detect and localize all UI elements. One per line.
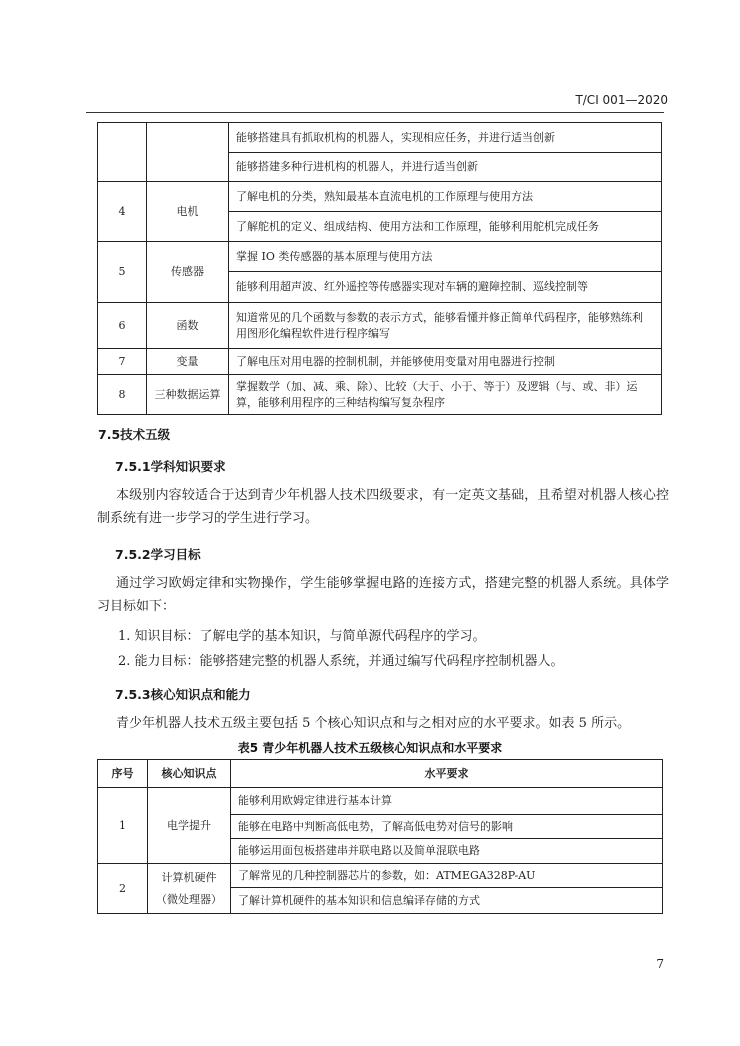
document-code: T/CI 001—2020: [575, 93, 668, 107]
row-topic: 变量: [147, 349, 229, 375]
paragraph: 青少年机器人技术五级主要包括 5 个核心知识点和与之相对应的水平要求。如表 5 所示。: [116, 716, 631, 731]
row-topic-line: （微处理器）: [156, 892, 222, 906]
requirement-cell: 了解电机的分类，熟知最基本直流电机的工作原理与使用方法: [229, 182, 662, 212]
row-topic: 三种数据运算: [147, 375, 229, 415]
requirement-cell: 掌握数学（加、减、乘、除）、比较（大于、小于、等于）及逻辑（与、或、非）运算，能够利用程序的三种结构编写复杂程序: [229, 375, 662, 415]
subsection-heading: 7.5.1学科知识要求: [115, 459, 226, 474]
table-header-row: [98, 760, 663, 788]
row-topic: [148, 864, 231, 914]
row-number: 4: [98, 182, 147, 242]
requirement-cell: 了解电压对用电器的控制机制，并能够使用变量对用电器进行控制: [229, 349, 662, 375]
requirement-cell: 能够运用面包板搭建串并联电路以及简单混联电路: [231, 839, 663, 864]
column-header-number: 序号: [98, 760, 148, 788]
requirement-cell: 了解常见的几种控制器芯片的参数，如：ATMEGA328P-AU: [231, 864, 663, 888]
row-number: 1: [98, 788, 148, 864]
table-row: [98, 349, 662, 375]
table-row: [98, 864, 663, 888]
table-row: [98, 182, 662, 212]
table-row: [98, 788, 663, 815]
row-topic: 电学提升: [148, 788, 231, 864]
requirement-cell: 掌握 IO 类传感器的基本原理与使用方法: [229, 242, 662, 272]
requirement-cell: 能够利用超声波、红外遥控等传感器实现对车辆的避障控制、巡线控制等: [229, 272, 662, 303]
continued-table: [97, 122, 662, 415]
core-knowledge-table: [97, 759, 663, 914]
row-number: [98, 123, 147, 182]
subsection-heading: 7.5.2学习目标: [115, 547, 201, 562]
requirement-cell: 能够搭建多种行进机构的机器人，并进行适当创新: [229, 153, 662, 182]
column-header-topic: 核心知识点: [148, 760, 231, 788]
requirement-cell: 能够搭建具有抓取机构的机器人，实现相应任务，并进行适当创新: [229, 123, 662, 153]
requirement-cell: 能够在电路中判断高低电势，了解高低电势对信号的影响: [231, 815, 663, 839]
table-row: [98, 303, 662, 349]
paragraph: 通过学习欧姆定律和实物操作，学生能够掌握电路的连接方式，搭建完整的机器人系统。具体学习目标如下：: [97, 576, 669, 614]
table-caption: 表5 青少年机器人技术五级核心知识点和水平要求: [237, 741, 503, 755]
requirement-cell: 知道常见的几个函数与参数的表示方式，能够看懂并修正简单代码程序，能够熟练利用图形化编程软件进行程序编写: [229, 303, 662, 349]
table-row: [98, 242, 662, 272]
section-heading: 7.5技术五级: [98, 427, 171, 442]
row-topic: [147, 123, 229, 182]
row-number: 6: [98, 303, 147, 349]
page-number: 7: [656, 957, 664, 971]
row-number: 5: [98, 242, 147, 303]
row-number: 7: [98, 349, 147, 375]
column-header-level: 水平要求: [231, 760, 663, 788]
row-topic: 函数: [147, 303, 229, 349]
header-rule: [86, 112, 664, 113]
row-number: 8: [98, 375, 147, 415]
requirement-cell: 了解计算机硬件的基本知识和信息编译存储的方式: [231, 888, 663, 914]
list-item: 1. 知识目标：了解电学的基本知识，与简单源代码程序的学习。: [118, 629, 486, 644]
table-row: [98, 123, 662, 153]
table-row: [98, 375, 662, 415]
requirement-cell: 了解舵机的定义、组成结构、使用方法和工作原理，能够利用舵机完成任务: [229, 212, 662, 242]
subsection-heading: 7.5.3核心知识点和能力: [115, 687, 251, 702]
paragraph: 本级别内容较适合于达到青少年机器人技术四级要求，有一定英文基础，且希望对机器人核心控制系统有进一步学习的学生进行学习。: [97, 488, 669, 526]
list-item: 2. 能力目标：能够搭建完整的机器人系统，并通过编写代码程序控制机器人。: [118, 654, 564, 669]
row-number: 2: [98, 864, 148, 914]
requirement-cell: 能够利用欧姆定律进行基本计算: [231, 788, 663, 815]
row-topic: 传感器: [147, 242, 229, 303]
row-topic-line: 计算机硬件: [161, 870, 217, 884]
row-topic: 电机: [147, 182, 229, 242]
